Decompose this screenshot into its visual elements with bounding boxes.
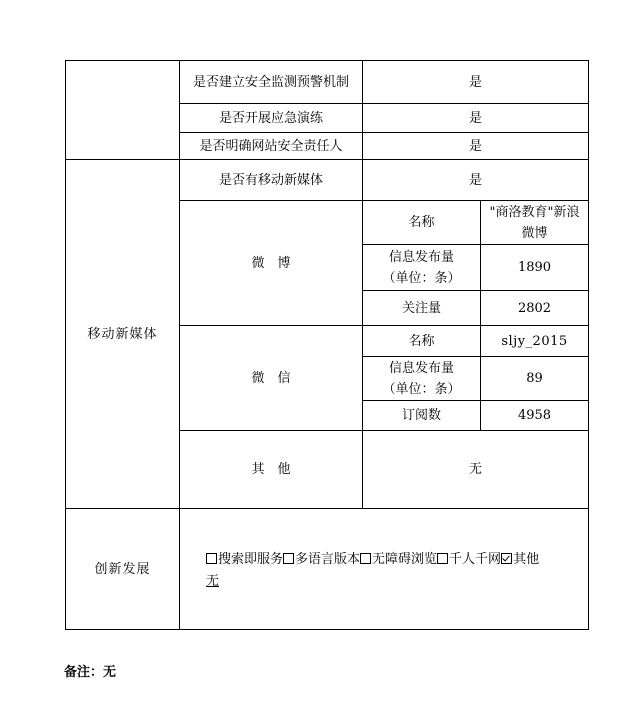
- checkbox-unchecked-icon[interactable]: [437, 553, 448, 564]
- other-media-value: 无: [468, 462, 482, 477]
- checkbox-unchecked-icon[interactable]: [283, 553, 294, 564]
- wechat-posts-label: 信息发布量 （单位：条）: [382, 360, 461, 397]
- option-search-as-service[interactable]: 搜索即服务: [206, 552, 283, 567]
- weibo-follow-label: 关注量: [401, 300, 441, 316]
- drill-value: 是: [468, 110, 482, 126]
- option-accessibility[interactable]: 无障碍浏览: [360, 552, 437, 567]
- innovation-other-value: 无: [206, 574, 220, 589]
- monitoring-label: 是否建立安全监测预警机制: [192, 74, 349, 90]
- wechat-subscribe-label: 订阅数: [401, 408, 441, 423]
- responsible-label: 是否明确网站安全责任人: [199, 138, 343, 154]
- weibo-label: 微 博: [251, 255, 291, 271]
- wechat-subscribe-value: 4958: [517, 408, 552, 423]
- option-personalized[interactable]: 千人千网: [437, 552, 501, 567]
- mobile-media-section-label: 移动新媒体: [87, 326, 158, 342]
- remark: 备注：无: [64, 665, 117, 680]
- wechat-label: 微 信: [251, 370, 291, 386]
- weibo-name-label: 名称: [408, 215, 435, 230]
- checkbox-unchecked-icon[interactable]: [360, 553, 371, 564]
- wechat-name-value: sljy_2015: [501, 333, 568, 349]
- innovation-section-label: 创新发展: [94, 561, 151, 577]
- other-media-label: 其 他: [251, 462, 291, 477]
- wechat-posts-value: 89: [526, 371, 543, 386]
- option-multilanguage[interactable]: 多语言版本: [283, 552, 360, 567]
- has-media-value: 是: [468, 172, 482, 188]
- innovation-options: [206, 549, 586, 593]
- weibo-name-value: "商洛教育"新浪微博: [489, 204, 580, 241]
- option-other[interactable]: 其他: [501, 552, 539, 567]
- checkbox-unchecked-icon[interactable]: [206, 553, 217, 564]
- responsible-value: 是: [468, 138, 482, 154]
- checkbox-checked-icon[interactable]: [501, 553, 512, 564]
- weibo-follow-value: 2802: [517, 300, 552, 316]
- has-media-label: 是否有移动新媒体: [218, 172, 323, 188]
- weibo-posts-value: 1890: [517, 260, 552, 275]
- drill-label: 是否开展应急演练: [218, 110, 323, 126]
- weibo-posts-label: 信息发布量 （单位：条）: [382, 249, 461, 286]
- wechat-name-label: 名称: [408, 333, 435, 349]
- monitoring-value: 是: [468, 74, 482, 90]
